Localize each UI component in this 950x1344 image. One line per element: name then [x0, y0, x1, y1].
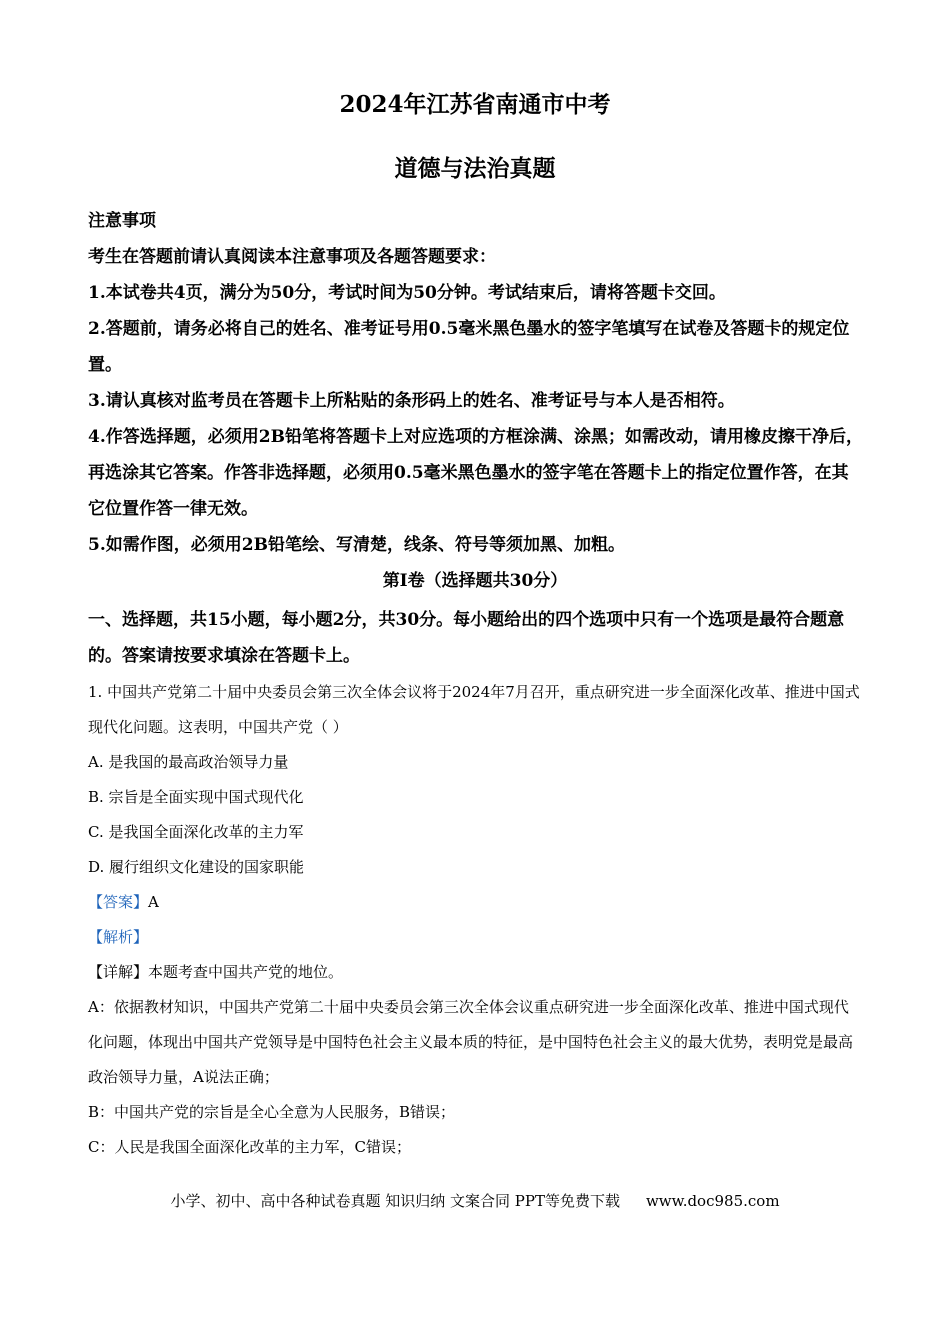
section-instruction: 一、选择题，共15小题，每小题2分，共30分。每小题给出的四个选项中只有一个选项是最符合题意的。答案请按要求填涂在答题卡上。 — [88, 610, 845, 666]
explanation-b: B：中国共产党的宗旨是全心全意为人民服务，B错误； — [88, 1103, 456, 1121]
notice-item: 4.作答选择题，必须用2B铅笔将答题卡上对应选项的方框涂满、涂黑；如需改动，请用橡皮擦干净后，再选涂其它答案。作答非选择题，必须用0.5毫米黑色墨水的签字笔在答题卡上的指定位置作答，在其它位置作答一律无效。 — [88, 427, 863, 519]
analysis-line — [88, 920, 863, 955]
footer-text: 小学、初中、高中各种试卷真题 知识归纳 文案合同 PPT等免费下载 — [170, 1192, 620, 1210]
answer-line — [88, 885, 863, 920]
analysis-tag: 【解析】 — [88, 928, 149, 946]
answer-value: A — [148, 893, 159, 911]
question-1 — [88, 675, 863, 1165]
section-heading: 第Ⅰ卷（选择题共30分） — [382, 571, 568, 591]
notice-item: 3.请认真核对监考员在答题卡上所粘贴的条形码上的姓名、准考证号与本人是否相符。 — [88, 391, 735, 411]
option-b: B. 宗旨是全面实现中国式现代化 — [88, 788, 304, 806]
exam-title: 2024年江苏省南通市中考 — [339, 91, 611, 118]
footer-url[interactable]: www.doc985.com — [645, 1192, 780, 1210]
answer-tag: 【答案】 — [88, 893, 149, 911]
notice-item: 5.如需作图，必须用2B铅笔绘、写清楚，线条、符号等须加黑、加粗。 — [88, 535, 625, 555]
option-d: D. 履行组织文化建设的国家职能 — [88, 858, 305, 876]
notice-item: 2.答题前，请务必将自己的姓名、准考证号用0.5毫米黑色墨水的签字笔填写在试卷及答题卡的规定位置。 — [88, 319, 850, 375]
option-c: C. 是我国全面深化改革的主力军 — [88, 823, 304, 841]
detail-line: 【详解】本题考查中国共产党的地位。 — [88, 963, 344, 981]
notice-intro: 考生在答题前请认真阅读本注意事项及各题答题要求： — [88, 247, 496, 267]
exam-subtitle: 道德与法治真题 — [394, 155, 556, 182]
notice-item: 1.本试卷共4页，满分为50分，考试时间为50分钟。考试结束后，请将答题卡交回。 — [88, 283, 726, 303]
question-stem: 1. 中国共产党第二十届中央委员会第三次全体会议将于2024年7月召开，重点研究进一步全面深化改革、推进中国式现代化问题。这表明，中国共产党（ ） — [88, 683, 860, 736]
notice-heading: 注意事项 — [88, 211, 156, 231]
option-a: A. 是我国的最高政治领导力量 — [88, 753, 289, 771]
section-instruction-block — [88, 602, 863, 674]
notice-section — [88, 203, 863, 563]
explanation-c: C：人民是我国全面深化改革的主力军，C错误； — [88, 1138, 411, 1156]
page-footer — [0, 1190, 950, 1211]
explanation-a: A：依据教材知识，中国共产党第二十届中央委员会第三次全体会议重点研究进一步全面深化改革、推进中国式现代化问题，体现出中国共产党领导是中国特色社会主义最本质的特征，是中国特色社会主义的最大优势，表明党是最高政治领导力量，A说法正确； — [88, 998, 854, 1086]
